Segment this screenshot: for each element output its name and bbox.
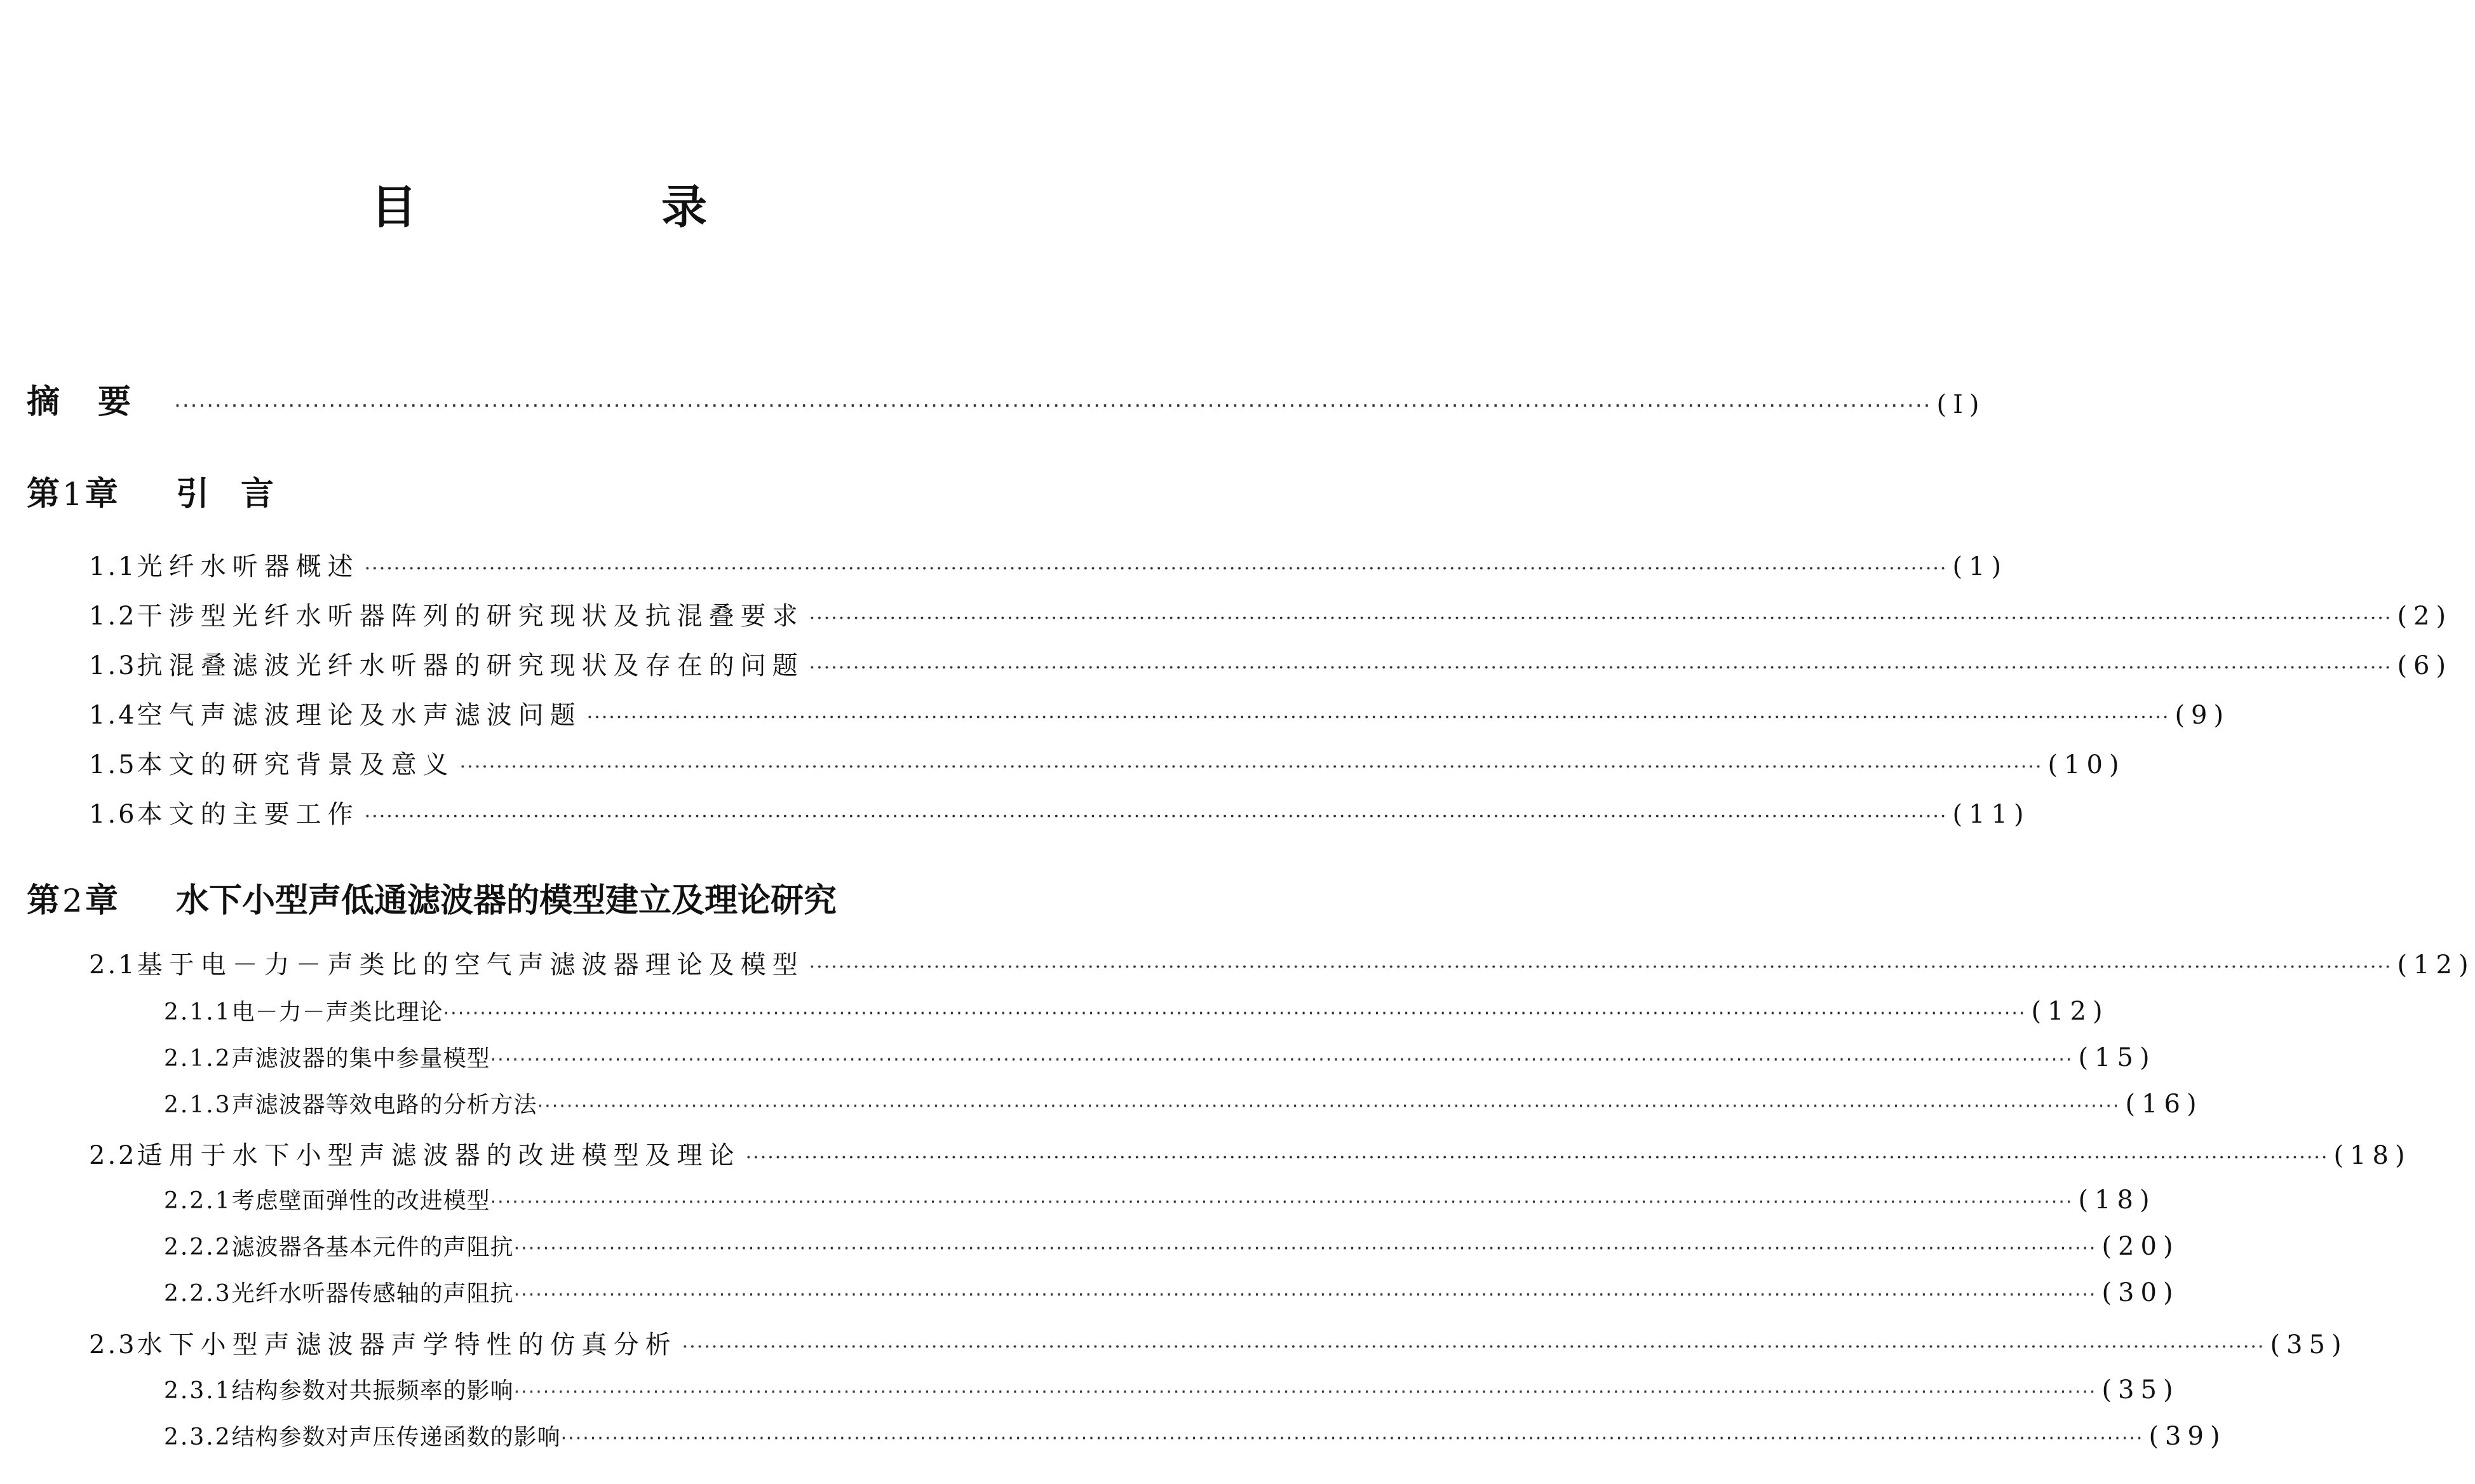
subsection-number: 2.2.1 (164, 1188, 232, 1214)
toc-entry-2-3[interactable] (0, 1325, 2348, 1361)
subsection-label: 声滤波器的集中参量模型 (231, 1046, 490, 1072)
entry-page: (18) (2333, 1141, 2411, 1170)
toc-entry-2-2-3[interactable] (0, 1276, 2180, 1308)
entry-page: (16) (2125, 1089, 2203, 1119)
subsection-label: 滤波器各基本元件的声阻抗 (231, 1234, 514, 1260)
dot-leader (809, 607, 2392, 630)
chapter-title: 引言 (176, 475, 306, 513)
section-label: 干涉型光纤水听器阵列的研究现状及抗混叠要求 (137, 602, 804, 631)
section-number: 1.3 (89, 651, 137, 680)
section-label: 空气声滤波理论及水声滤波问题 (137, 701, 582, 730)
subsection-number: 2.2.2 (164, 1234, 232, 1260)
entry-page: (I) (1936, 390, 1986, 419)
chapter-heading-1[interactable] (0, 467, 1105, 515)
toc-entry-2-2[interactable] (0, 1135, 2411, 1171)
entry-page: (1) (1952, 552, 2008, 581)
dot-leader (490, 1049, 2074, 1071)
section-label: 光纤水听器概述 (137, 552, 360, 581)
chapter-number: 第1章 (27, 475, 118, 513)
entry-page: (9) (2175, 701, 2230, 730)
subsection-label: 考虑壁面弹性的改进模型 (231, 1188, 490, 1214)
toc-entry-1-4[interactable] (0, 695, 2230, 731)
toc-entry-2-3-2[interactable] (0, 1419, 2227, 1452)
entry-page: (20) (2101, 1232, 2180, 1261)
section-label: 基于电－力－声类比的空气声滤波器理论及模型 (137, 950, 804, 980)
toc-entry-2-1-2[interactable] (0, 1041, 2156, 1073)
subsection-number: 2.3.1 (164, 1378, 232, 1404)
subsection-number: 2.2.3 (164, 1281, 232, 1307)
entry-page: (35) (2101, 1375, 2180, 1405)
dot-leader (682, 1336, 2265, 1358)
dot-leader (174, 393, 1931, 419)
entry-page: (12) (2031, 997, 2109, 1026)
toc-entry-2-1-1[interactable] (0, 994, 2109, 1027)
section-label: 本文的主要工作 (137, 800, 360, 829)
entry-page: (12) (2397, 950, 2475, 980)
toc-entry-1-1[interactable] (0, 546, 2008, 583)
entry-label: 摘要 (27, 383, 170, 421)
toc-entry-1-6[interactable] (0, 794, 2030, 830)
dot-leader (460, 756, 2043, 778)
dot-leader (809, 956, 2392, 978)
section-number: 1.6 (89, 800, 137, 829)
chapter-number: 第2章 (27, 882, 118, 920)
toc-entry-2-2-2[interactable] (0, 1229, 2180, 1262)
dot-leader (514, 1238, 2097, 1260)
subsection-label: 结构参数对声压传递函数的影响 (231, 1424, 561, 1450)
entry-page: (6) (2397, 651, 2453, 680)
section-number: 1.5 (89, 750, 137, 779)
section-number: 2.1 (89, 950, 137, 980)
section-number: 1.2 (89, 602, 137, 631)
subsection-number: 2.1.2 (164, 1046, 232, 1072)
toc-entry-2-1[interactable] (0, 945, 2475, 981)
section-label: 适用于水下小型声滤波器的改进模型及理论 (137, 1141, 741, 1170)
subsection-label: 光纤水听器传感轴的声阻抗 (231, 1281, 514, 1307)
entry-page: (10) (2047, 750, 2126, 779)
chapter-title: 水下小型声低通滤波器的模型建立及理论研究 (176, 882, 837, 920)
section-label: 水下小型声滤波器声学特性的仿真分析 (137, 1330, 677, 1359)
entry-page: (35) (2270, 1330, 2348, 1359)
dot-leader (514, 1284, 2097, 1306)
page-title: 目 录 (370, 180, 822, 234)
subsection-number: 2.1.3 (164, 1092, 232, 1118)
entry-page: (2) (2397, 602, 2453, 631)
section-number: 2.2 (89, 1141, 137, 1170)
subsection-label: 结构参数对共振频率的影响 (231, 1378, 514, 1404)
dot-leader (365, 806, 1948, 828)
subsection-label: 电－力－声类比理论 (231, 999, 443, 1025)
toc-entry-2-3-1[interactable] (0, 1373, 2180, 1405)
toc-entry-1-5[interactable] (0, 745, 2126, 781)
subsection-number: 2.1.1 (164, 999, 232, 1025)
toc-entry-abstract[interactable] (0, 375, 1986, 422)
toc-entry-1-2[interactable] (0, 596, 2453, 632)
subsection-number: 2.3.2 (164, 1424, 232, 1450)
toc-entry-1-3[interactable] (0, 645, 2453, 682)
section-label: 本文的研究背景及意义 (137, 750, 455, 779)
entry-page: (30) (2101, 1278, 2180, 1307)
dot-leader (365, 558, 1948, 580)
entry-page: (39) (2148, 1422, 2227, 1451)
toc-entry-2-1-3[interactable] (0, 1087, 2203, 1119)
dot-leader (443, 1002, 2027, 1025)
section-label: 抗混叠滤波光纤水听器的研究现状及存在的问题 (137, 651, 804, 680)
entry-page: (18) (2078, 1185, 2156, 1215)
dot-leader (809, 657, 2392, 679)
section-number: 1.1 (89, 552, 137, 581)
dot-leader (746, 1147, 2329, 1169)
dot-leader (561, 1427, 2144, 1450)
dot-leader (514, 1381, 2097, 1403)
toc-entry-2-2-1[interactable] (0, 1183, 2156, 1215)
dot-leader (587, 706, 2170, 729)
subsection-label: 声滤波器等效电路的分析方法 (231, 1092, 537, 1118)
dot-leader (537, 1095, 2121, 1117)
chapter-heading-2[interactable] (0, 874, 1105, 921)
dot-leader (490, 1191, 2074, 1213)
section-number: 1.4 (89, 701, 137, 730)
entry-page: (11) (1952, 800, 2030, 829)
section-number: 2.3 (89, 1330, 137, 1359)
entry-page: (15) (2078, 1043, 2156, 1072)
